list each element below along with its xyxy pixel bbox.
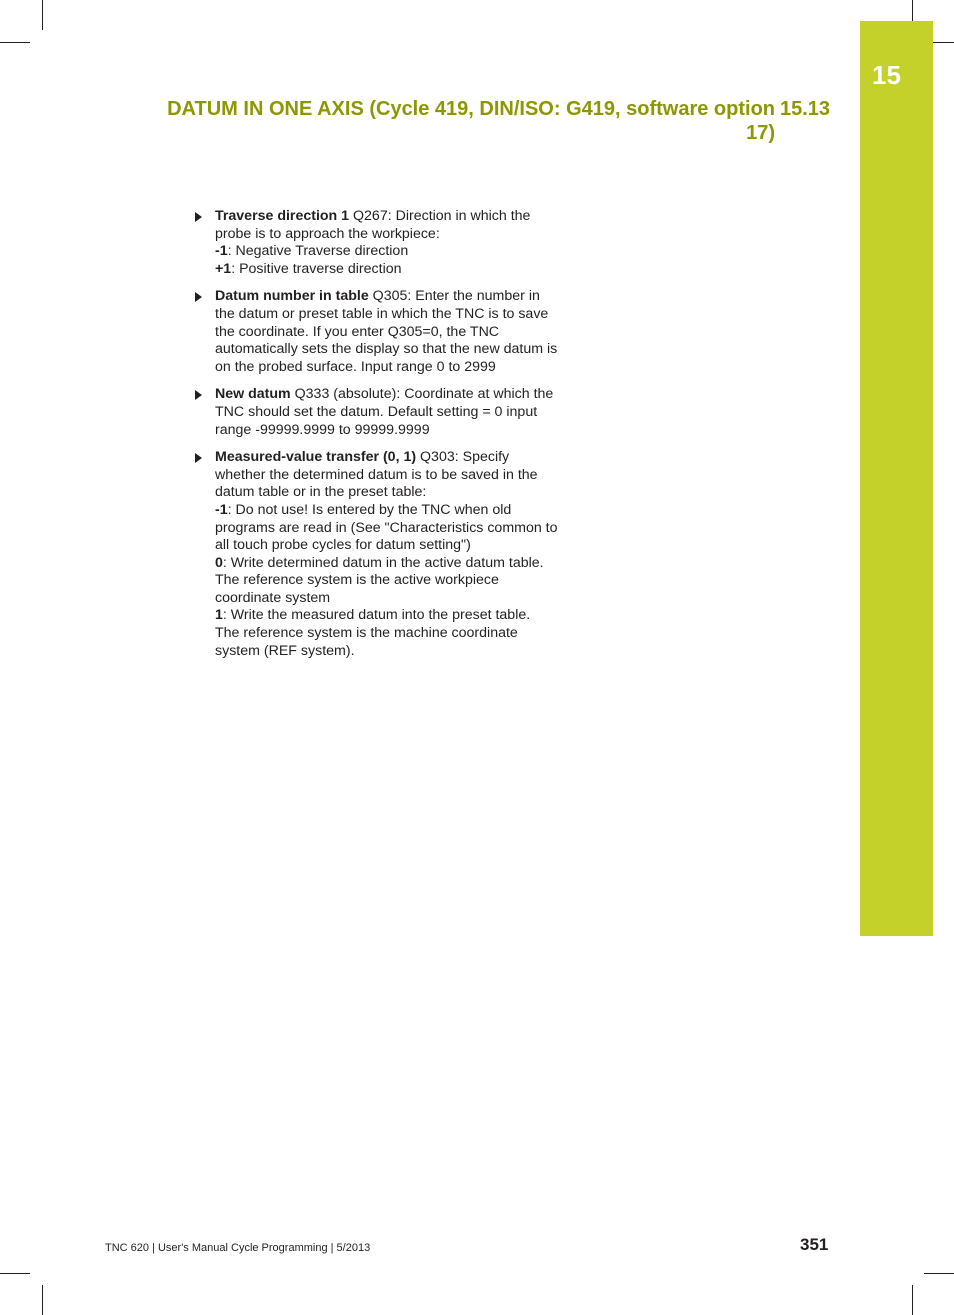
triangle-bullet-icon	[195, 390, 202, 400]
page-number: 351	[800, 1235, 829, 1254]
option-text: : Write determined datum in the active datum table. The reference system is the active workpiece coordinate system	[215, 554, 544, 606]
footer-text: TNC 620 | User's Manual Cycle Programming | 5/2013	[105, 1242, 371, 1254]
option-text: : Write the measured datum into the preset table. The reference system is the machine coordinate system (REF system).	[215, 607, 531, 659]
section-number: 15.13	[780, 98, 831, 120]
item-label: Traverse direction 1	[215, 208, 350, 224]
triangle-bullet-icon	[195, 212, 202, 222]
page-title	[140, 97, 775, 145]
item-label: Datum number in table	[215, 288, 369, 305]
option-line	[215, 261, 558, 279]
option-key: +1	[215, 260, 232, 277]
crop-mark	[0, 42, 30, 43]
option-line	[215, 243, 558, 261]
crop-mark	[42, 0, 43, 30]
option-key: -1	[215, 243, 228, 260]
item-description: Q305: Enter the number in the datum or preset table in which the TNC is to save the coordinate. If you enter Q305=0, the TNC automatically sets the display so that the new datum is on the probed surface. Input range 0 to 2999	[215, 288, 558, 375]
list-item	[193, 386, 558, 439]
crop-mark	[912, 1285, 913, 1315]
list-item	[193, 208, 558, 278]
item-text	[215, 208, 558, 243]
chapter-number: 15	[872, 60, 901, 90]
item-label: New datum	[215, 386, 291, 403]
option-text: : Do not use! Is entered by the TNC when old programs are read in (See "Characteristics common to all touch probe cycles for datum setting")	[215, 501, 558, 554]
crop-mark	[0, 1273, 30, 1274]
title-line-2: 17)	[746, 122, 775, 144]
parameter-list	[193, 208, 558, 670]
list-item	[193, 449, 558, 660]
option-line	[215, 555, 558, 608]
crop-mark	[924, 1273, 954, 1274]
option-key: -1	[215, 501, 228, 518]
option-line	[215, 502, 558, 555]
option-line	[215, 607, 558, 660]
item-description: Q303: Specify whether the determined datum is to be saved in the datum table or in the preset table:	[215, 449, 538, 501]
chapter-tab	[860, 21, 933, 936]
item-text	[215, 449, 558, 502]
list-item	[193, 288, 558, 376]
crop-mark	[42, 1285, 43, 1315]
item-description: Q333 (absolute): Coordinate at which the TNC should set the datum. Default setting = 0 input range -99999.9999 to 99999.9999	[215, 386, 554, 438]
title-line-1: DATUM IN ONE AXIS (Cycle 419, DIN/ISO: G419, software option	[167, 98, 775, 120]
option-text: : Negative Traverse direction	[227, 243, 409, 260]
item-text	[215, 386, 558, 439]
option-key: 1	[215, 607, 223, 624]
option-text: : Positive traverse direction	[231, 260, 402, 277]
item-description: Q267: Direction in which the probe is to approach the workpiece:	[215, 208, 531, 242]
item-text	[215, 288, 558, 376]
option-key: 0	[215, 554, 223, 571]
triangle-bullet-icon	[195, 453, 202, 463]
item-label: Measured-value transfer (0, 1)	[215, 449, 417, 466]
triangle-bullet-icon	[195, 292, 202, 302]
